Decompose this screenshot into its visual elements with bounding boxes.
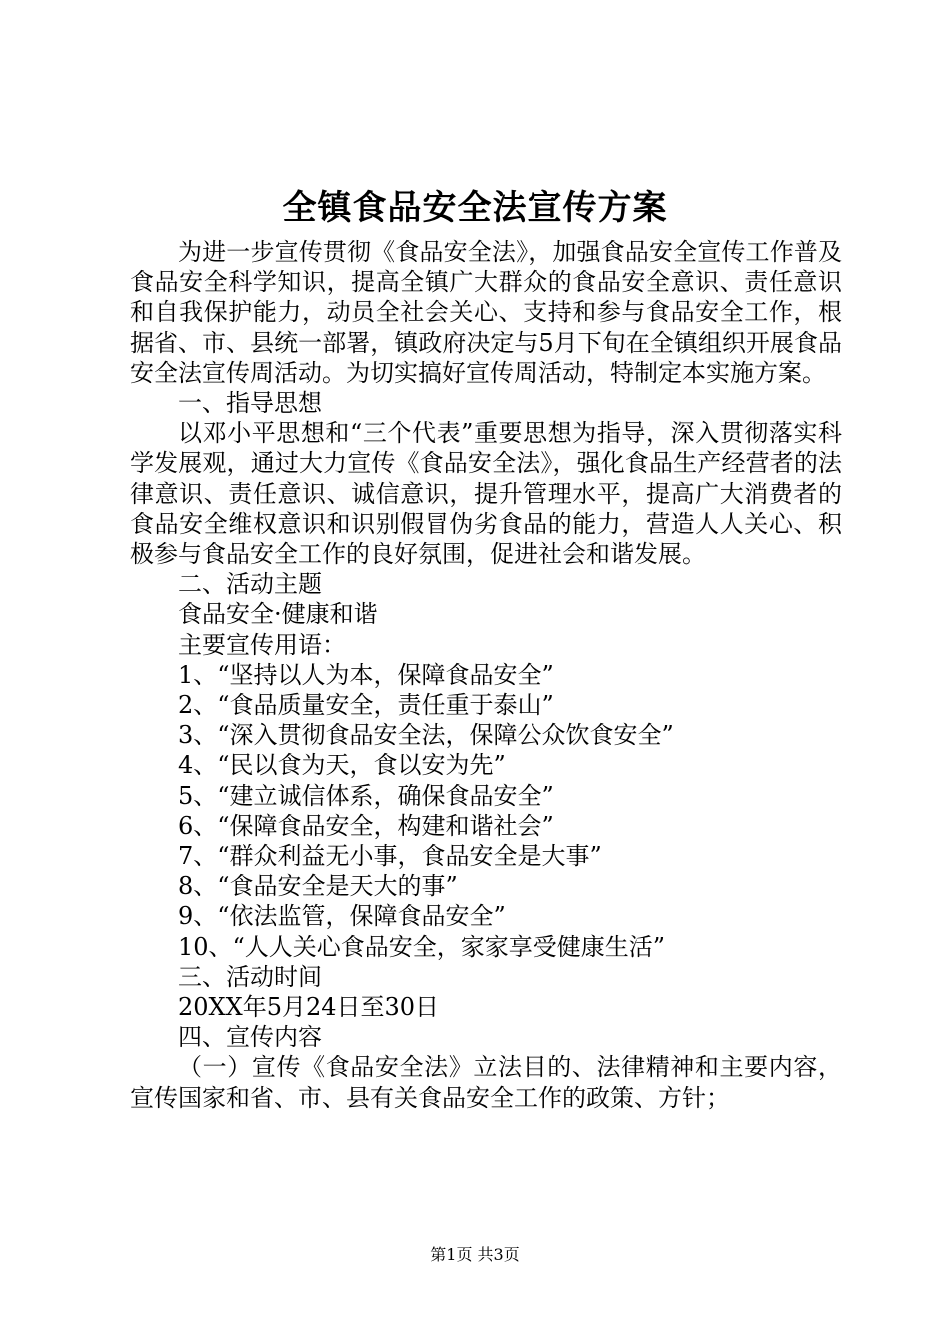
slogan-item: 8、“食品安全是天大的事” — [178, 872, 458, 901]
slogan-item: 6、“保障食品安全，构建和谐社会” — [178, 811, 554, 840]
page-number-footer: 第1页 共3页 — [430, 1245, 520, 1264]
slogan-item: 7、“群众利益无小事，食品安全是大事” — [178, 842, 602, 871]
section-heading-activity-time: 三、活动时间 — [178, 962, 322, 991]
activity-theme-text: 食品安全·健康和谐 — [178, 600, 378, 629]
publicity-content-paragraph: （一）宣传《食品安全法》立法目的、法律精神和主要内容，宣传国家和省、市、县有关食品安全工作的政策、方针； — [130, 1053, 842, 1112]
slogan-item: 1、“坚持以人为本，保障食品安全” — [178, 660, 554, 689]
document-body — [130, 237, 842, 1113]
section-heading-activity-theme: 二、活动主题 — [178, 570, 322, 599]
activity-time-text: 20XX年5月24日至30日 — [178, 993, 440, 1022]
slogan-item: 4、“民以食为天，食以安为先” — [178, 751, 506, 780]
slogan-item: 10、“人人关心食品安全，家家享受健康生活” — [178, 932, 666, 961]
slogan-item: 3、“深入贯彻食品安全法，保障公众饮食安全” — [178, 721, 674, 750]
section-heading-publicity-content: 四、宣传内容 — [178, 1023, 322, 1052]
slogans-heading: 主要宣传用语： — [178, 630, 346, 659]
document-title: 全镇食品安全法宣传方案 — [282, 188, 668, 228]
slogan-item: 9、“依法监管，保障食品安全” — [178, 902, 506, 931]
section-heading-guiding-thought: 一、指导思想 — [178, 389, 322, 418]
intro-paragraph: 为进一步宣传贯彻《食品安全法》，加强食品安全宣传工作普及食品安全科学知识，提高全镇广大群众的食品安全意识、责任意识和自我保护能力，动员全社会关心、支持和参与食品安全工作，根据省、市、县统一部署，镇政府决定与5月下旬在全镇组织开展食品安全法宣传周活动。为切实搞好宣传周活动，特制定本实施方案。 — [130, 238, 842, 387]
guiding-thought-paragraph: 以邓小平思想和“三个代表”重要思想为指导，深入贯彻落实科学发展观，通过大力宣传《食品安全法》，强化食品生产经营者的法律意识、责任意识、诚信意识，提升管理水平，提高广大消费者的食品安全维权意识和识别假冒伪劣食品的能力，营造人人关心、积极参与食品安全工作的良好氛围，促进社会和谐发展。 — [130, 419, 842, 569]
slogan-item: 2、“食品质量安全，责任重于泰山” — [178, 691, 554, 720]
slogan-item: 5、“建立诚信体系，确保食品安全” — [178, 781, 554, 810]
